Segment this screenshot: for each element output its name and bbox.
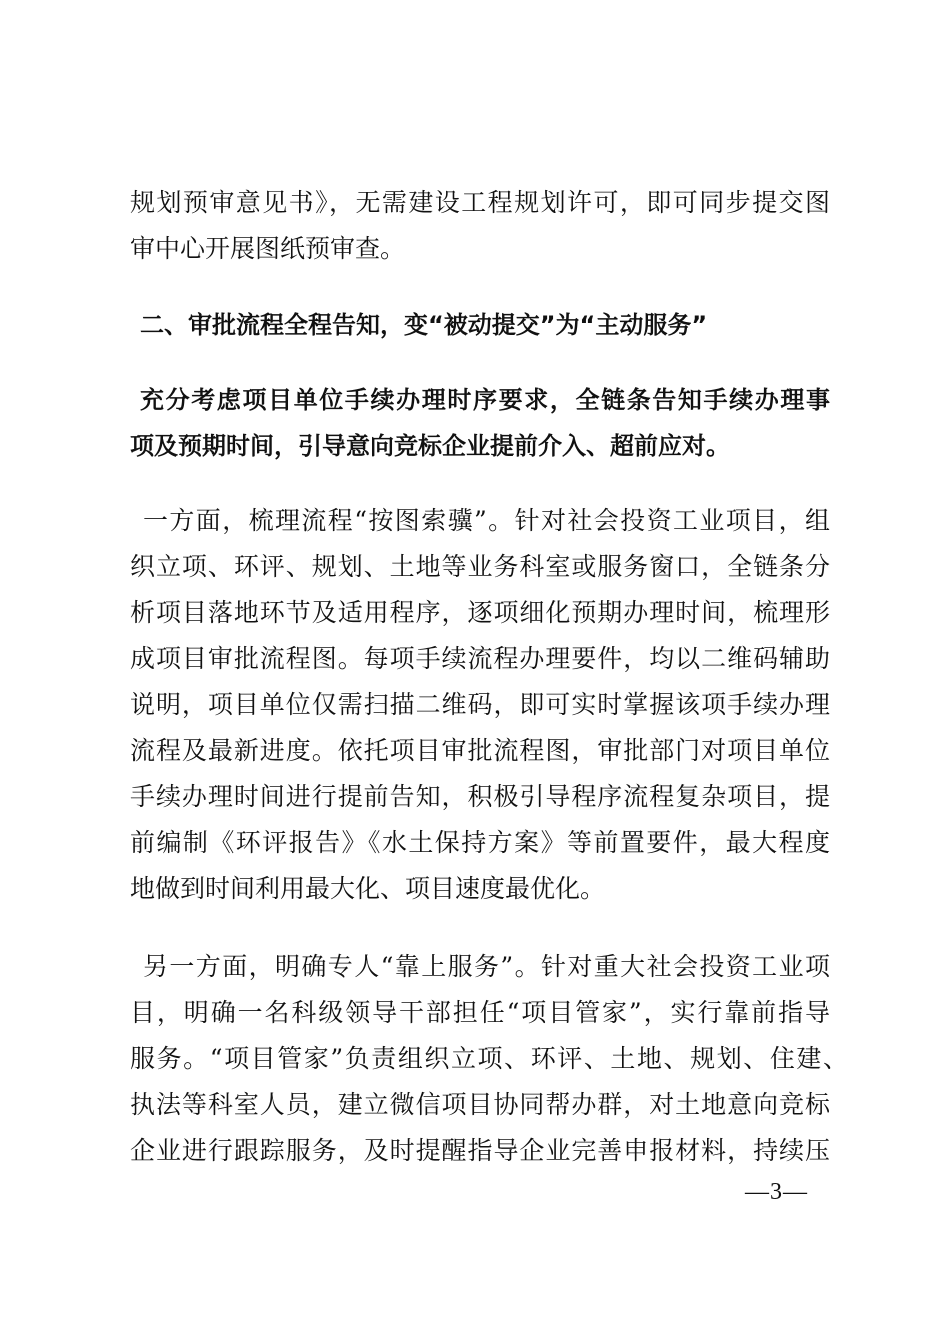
body-text-line: 手续办理时间进行提前告知，积极引导程序流程复杂项目，提 (130, 782, 830, 811)
body-text-line: 另一方面，明确专人“靠上服务”。针对重大社会投资工业项 (143, 952, 830, 981)
intro-text-line: 充分考虑项目单位手续办理时序要求，全链条告知手续办理事 (140, 386, 830, 414)
body-text-line: 执法等科室人员，建立微信项目协同帮办群，对土地意向竞标 (130, 1090, 830, 1119)
body-text-line: 流程及最新进度。依托项目审批流程图，审批部门对项目单位 (130, 736, 830, 765)
intro-text-line: 项及预期时间，引导意向竞标企业提前介入、超前应对。 (130, 432, 730, 460)
body-text-line: 说明，项目单位仅需扫描二维码，即可实时掌握该项手续办理 (130, 690, 830, 719)
body-text-line: 织立项、环评、规划、土地等业务科室或服务窗口，全链条分 (130, 552, 830, 581)
section-heading: 二、审批流程全程告知，变“被动提交”为“主动服务” (140, 311, 708, 339)
body-text-line: 审中心开展图纸预审查。 (130, 234, 406, 263)
body-text-line: 规划预审意见书》，无需建设工程规划许可，即可同步提交图 (130, 188, 830, 217)
body-text-line: 企业进行跟踪服务，及时提醒指导企业完善申报材料，持续压 (130, 1136, 830, 1165)
body-text-line: 目，明确一名科级领导干部担任“项目管家”，实行靠前指导 (130, 998, 830, 1027)
body-text-line: 服务。“项目管家”负责组织立项、环评、土地、规划、住建、 (130, 1044, 848, 1073)
body-text-line: 析项目落地环节及适用程序，逐项细化预期办理时间，梳理形 (130, 598, 830, 627)
body-text-line: 前编制《环评报告》《水土保持方案》等前置要件，最大程度 (130, 828, 830, 857)
body-text-line: 一方面，梳理流程“按图索骥”。针对社会投资工业项目，组 (143, 506, 830, 535)
body-text-line: 地做到时间利用最大化、项目速度最优化。 (130, 874, 606, 903)
body-text-line: 成项目审批流程图。每项手续流程办理要件，均以二维码辅助 (130, 644, 830, 673)
page-number: —3— (745, 1179, 808, 1205)
